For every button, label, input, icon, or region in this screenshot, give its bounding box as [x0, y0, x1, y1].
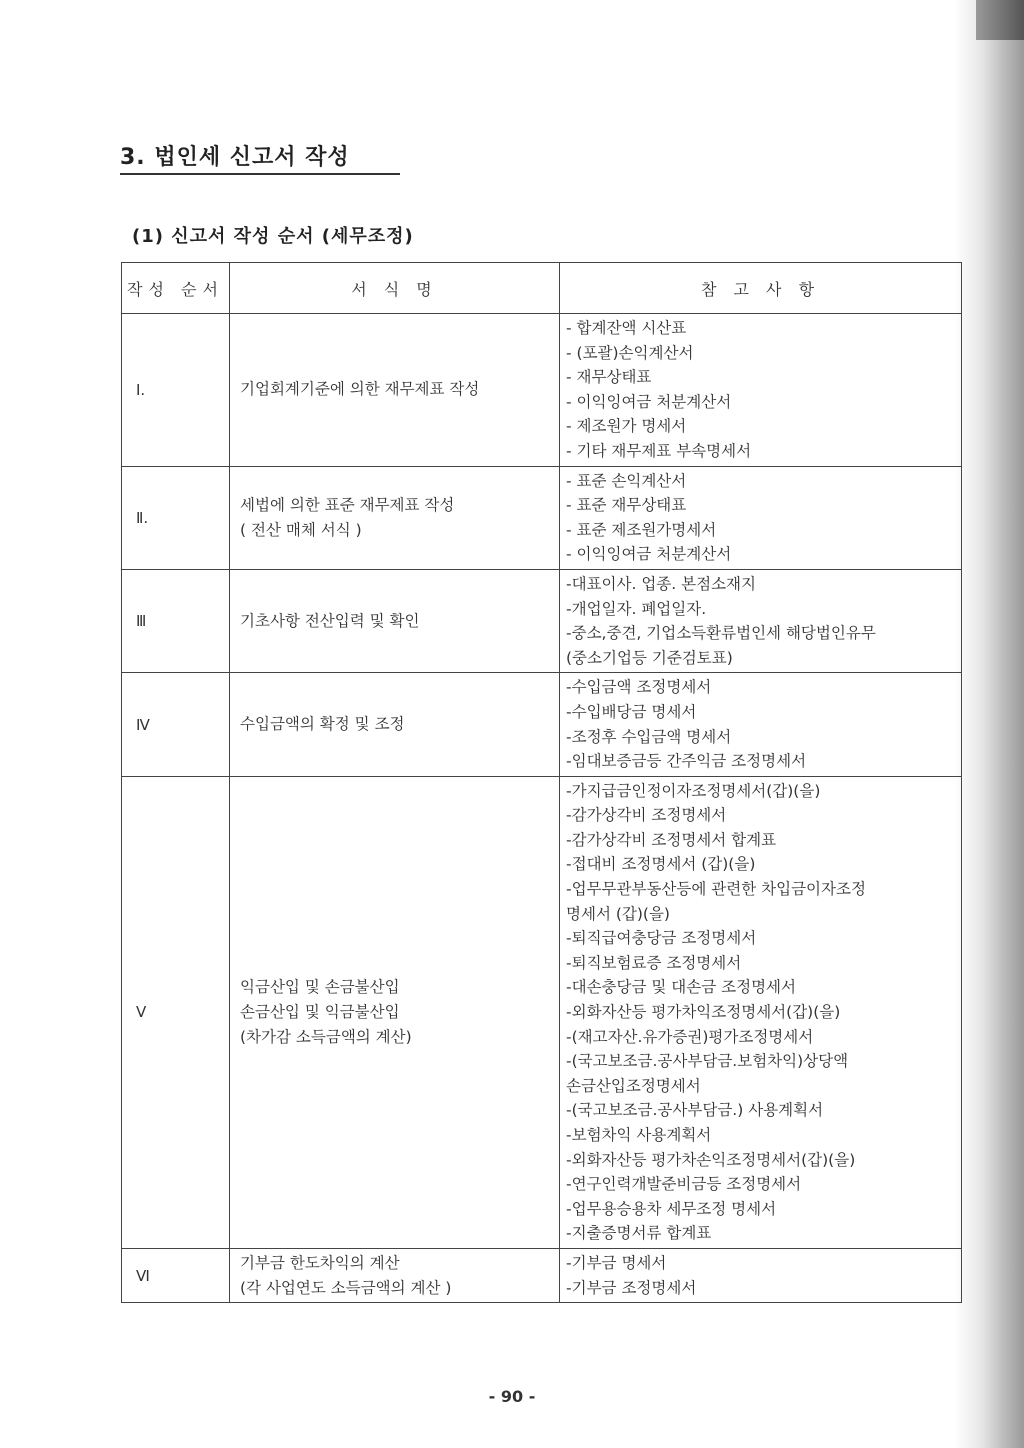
reference-note: -(재고자산.유가증권)평가조정명세서	[566, 1027, 814, 1046]
form-name-cell	[230, 776, 560, 1248]
reference-note: -접대비 조정명세서 (갑)(을)	[566, 855, 756, 874]
step-order: Ⅵ	[122, 1248, 230, 1302]
reference-note: - 표준 재무상태표	[566, 496, 687, 515]
reference-notes-cell	[560, 1248, 962, 1302]
form-name-cell	[230, 1248, 560, 1302]
step-order: Ⅰ.	[122, 314, 230, 467]
table-row	[122, 776, 962, 1248]
sub-title: (1) 신고서 작성 순서 (세무조정)	[132, 226, 414, 247]
reference-note: -감가상각비 조정명세서 합계표	[566, 830, 777, 849]
reference-note: - 제조원가 명세서	[566, 417, 687, 436]
form-name-line: 세법에 의한 표준 재무제표 작성	[240, 495, 455, 514]
reference-note: -기부금 명세서	[566, 1253, 667, 1272]
table-header-row	[122, 263, 962, 314]
reference-note: - (포괄)손익계산서	[566, 343, 694, 362]
form-name-line: 익금산입 및 손금불산입	[240, 977, 400, 996]
reference-note: -(국고보조금.공사부담금.) 사용계획서	[566, 1101, 824, 1120]
reference-note: (중소기업등 기준검토표)	[566, 648, 733, 667]
form-name-cell	[230, 673, 560, 776]
form-name-line: (각 사업연도 소득금액의 계산 )	[240, 1278, 452, 1297]
table-row	[122, 569, 962, 672]
step-order: Ⅳ	[122, 673, 230, 776]
reference-note: -임대보증금등 간주익금 조정명세서	[566, 752, 807, 771]
reference-note: -개업일자. 폐업일자.	[566, 599, 707, 618]
step-order: Ⅲ	[122, 569, 230, 672]
step-order: Ⅴ	[122, 776, 230, 1248]
header-notes: 참 고 사 항	[560, 263, 962, 314]
reference-note: - 이익잉여금 처분계산서	[566, 545, 732, 564]
form-name-cell	[230, 466, 560, 569]
header-form: 서 식 명	[230, 263, 560, 314]
reference-note: 명세서 (갑)(을)	[566, 904, 670, 923]
reference-note: - 표준 손익계산서	[566, 471, 687, 490]
form-name-line: 손금산입 및 익금불산입	[240, 1002, 400, 1021]
table-row	[122, 673, 962, 776]
header-order: 작성 순서	[122, 263, 230, 314]
reference-notes-cell	[560, 466, 962, 569]
reference-note: -연구인력개발준비금등 조정명세서	[566, 1175, 802, 1194]
form-name-cell	[230, 569, 560, 672]
form-name-line: ( 전산 매체 서식 )	[240, 520, 362, 539]
reference-note: -대표이사. 업종. 본점소재지	[566, 574, 757, 593]
table-row	[122, 1248, 962, 1302]
reference-note: - 표준 제조원가명세서	[566, 520, 717, 539]
reference-note: -수입배당금 명세서	[566, 702, 697, 721]
reference-note: -퇴직급여충당금 조정명세서	[566, 929, 757, 948]
reference-notes-cell	[560, 314, 962, 467]
reference-note: -(국고보조금.공사부담금.보험차익)상당액	[566, 1052, 849, 1071]
reference-note: - 기타 재무제표 부속명세서	[566, 441, 752, 460]
form-name-line: 기부금 한도차익의 계산	[240, 1253, 400, 1272]
form-name-line: 기업회계기준에 의한 재무제표 작성	[240, 380, 480, 399]
reference-note: - 합계잔액 시산표	[566, 319, 687, 337]
table-row	[122, 314, 962, 467]
reference-note: -기부금 조정명세서	[566, 1278, 697, 1297]
procedure-table	[121, 262, 962, 1303]
reference-note: -외화자산등 평가차손익조정명세서(갑)(을)	[566, 1150, 856, 1169]
reference-note: -감가상각비 조정명세서	[566, 806, 727, 825]
section-title: 3. 법인세 신고서 작성	[120, 140, 400, 175]
table-body	[122, 314, 962, 1303]
reference-note: -업무무관부동산등에 관련한 차입금이자조정	[566, 880, 866, 899]
form-name-line: 수입금액의 확정 및 조정	[240, 715, 405, 733]
reference-note: 손금산입조정명세서	[566, 1076, 701, 1095]
reference-notes-cell	[560, 569, 962, 672]
reference-note: -외화자산등 평가차익조정명세서(갑)(을)	[566, 1003, 841, 1022]
reference-note: - 이익잉여금 처분계산서	[566, 392, 732, 411]
reference-note: - 재무상태표	[566, 368, 652, 387]
reference-note: -대손충당금 및 대손금 조정명세서	[566, 978, 796, 997]
reference-note: -지출증명서류 합계표	[566, 1224, 712, 1243]
page-number: - 90 -	[488, 1387, 536, 1406]
reference-note: -조정후 수입금액 명세서	[566, 727, 732, 746]
reference-note: -수입금액 조정명세서	[566, 678, 712, 697]
reference-note: -업무용승용차 세무조정 명세서	[566, 1199, 777, 1218]
reference-note: -가지급금인정이자조정명세서(갑)(을)	[566, 781, 821, 800]
form-name-line: 기초사항 전산입력 및 확인	[240, 611, 420, 630]
table-row	[122, 466, 962, 569]
form-name-cell	[230, 314, 560, 467]
reference-notes-cell	[560, 673, 962, 776]
reference-note: -퇴직보험료증 조정명세서	[566, 953, 742, 972]
reference-note: -보험차익 사용계획서	[566, 1126, 712, 1144]
reference-note: -중소,중견, 기업소득환류법인세 해당법인유무	[566, 624, 876, 643]
step-order: Ⅱ.	[122, 466, 230, 569]
reference-notes-cell	[560, 776, 962, 1248]
scan-edge-shadow	[954, 0, 1024, 1448]
form-name-line: (차가감 소득금액의 계산)	[240, 1027, 412, 1046]
